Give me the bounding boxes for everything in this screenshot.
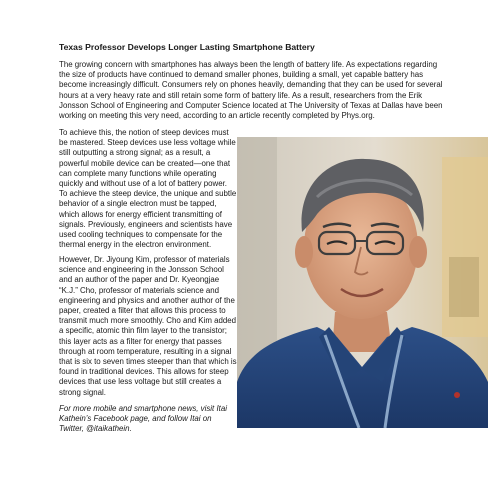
filter-research-paragraph: However, Dr. Jiyoung Kim, professor of materials science and engineering in the Jonsson School and an author of the paper and Dr. Kyeongjae “K.J.” Cho, professor of materials science and engineering and physics and another author of the paper, created a filter that allows this process to transmit much more smoothly. Cho and Kim added a specific, atomic thin film layer to the transistor; this layer acts as a filter for energy that passes through at room temperature, resulting in a signal that is six to seven times steeper than that which is found in traditional devices. This allows for steep devices that use less voltage but still creates a strong signal. (59, 255, 237, 397)
social-follow-note: For more mobile and smartphone news, visit Itai Kathein’s Facebook page, and follow Itai on Twitter, @itaikathein. (59, 404, 227, 434)
steep-devices-paragraph: To achieve this, the notion of steep devices must be mastered. Steep devices use less voltage while still outputting a strong signal; as a result, a powerful mobile device can be created—one that can complete many functions while operating quickly and without use of a lot of battery power. To achieve the steep device, the unique and subtle behavior of a single electron must be tapped, which allows for energy efficient transmitting of signals. Previously, engineers and scientists have used cooling techniques to compensate for the thermal energy in the electron environment. (59, 128, 237, 250)
intro-paragraph: The growing concern with smartphones has always been the length of battery life. As expectations regarding the size of products have continued to demand smaller phones, building a small, yet capable battery has become increasingly difficult. Consumers rely on phones heavily, demanding that they can be used for several hours at a very heavy rate and still retain some form of battery life. As a result, researchers from the Erik Jonsson School of Engineering and Computer Science located at The University of Texas at Dallas have been working on meeting this very need, according to an article recently completed by Phys.org. (59, 60, 443, 121)
article-headline: Texas Professor Develops Longer Lasting Smartphone Battery (59, 42, 315, 52)
professor-photo (237, 137, 488, 428)
